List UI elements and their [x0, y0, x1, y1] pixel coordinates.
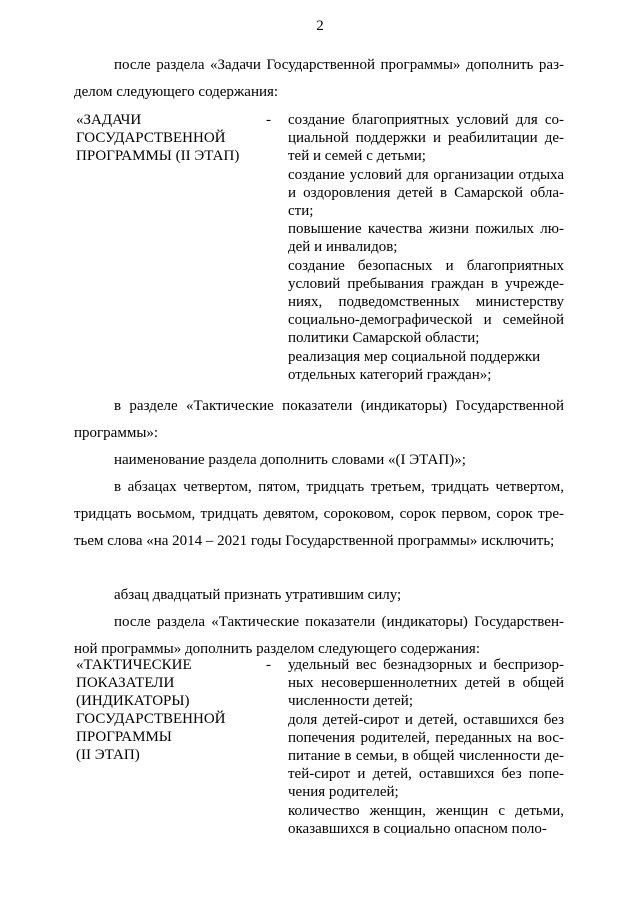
task-item: создание условий для организации отдыха и оздоровления детей в Самарской области; [288, 166, 564, 220]
section-paragraph: в разделе «Тактические показатели (индикаторы) Государственной программы»: [74, 398, 564, 441]
tasks-label-line: «ЗАДАЧИ [76, 112, 142, 128]
section-paragraph: абзац двадцатый признать утратившим силу; [114, 587, 402, 603]
section-paragraph: в абзацах четвертом, пятом, тридцать третьем, тридцать четвертом, тридцать восьмом, тридцать девятом, сороковом, сорок первом, сорок третьем слова «на 2014 – 2021 годы Государственной программы» исключить; [74, 479, 564, 549]
indicators-label [76, 656, 266, 764]
indicator-item: удельный вес безнадзорных и беспризорных несовершеннолетних детей в общей численности детей; [288, 657, 564, 710]
indicators-label-line: «ТАКТИЧЕСКИЕ [76, 657, 192, 673]
indicators-label-line: ГОСУДАРСТВЕННОЙ [76, 711, 226, 727]
indicator-item: количество женщин, женщин с детьми, оказавшихся в социально опасном поло- [288, 802, 564, 837]
indicators-list [288, 656, 564, 838]
intro-paragraph: после раздела «Задачи Государственной программы» дополнить разделом следующего содержания: [74, 57, 564, 100]
section-paragraph: после раздела «Тактические показатели (индикаторы) Государственной программы» дополнить разделом следующего содержания: [74, 614, 564, 657]
indicators-label-line: ПРОГРАММЫ [76, 729, 172, 745]
task-item: создание благоприятных условий для социальной поддержки и реабилитации детей и семей с детьми; [288, 112, 564, 165]
task-item: реализация мер социальной поддержки отдельных категорий граждан»; [288, 348, 541, 383]
task-item: создание безопасных и благоприятных условий пребывания граждан в учреждениях, подведомственных министерству социально-демографической и семейной политики Самарской области; [288, 257, 564, 347]
tasks-label-line: ПРОГРАММЫ (II ЭТАП) [76, 148, 240, 164]
tasks-label [76, 111, 266, 165]
indicator-item: доля детей-сирот и детей, оставшихся без попечения родителей, переданных на воспитание в семьи, в общей численности детей-сирот и детей, оставшихся без попечения родителей; [288, 711, 564, 801]
page-number: 2 [316, 18, 324, 34]
indicators-label-line: (II ЭТАП) [76, 747, 140, 763]
tasks-dash: - [266, 112, 271, 128]
indicators-label-line: ПОКАЗАТЕЛИ [76, 675, 175, 691]
tasks-label-line: ГОСУДАРСТВЕННОЙ [76, 130, 226, 146]
section-paragraph: наименование раздела дополнить словами «(I ЭТАП)»; [114, 452, 466, 468]
task-item: повышение качества жизни пожилых людей и инвалидов; [288, 221, 564, 256]
indicators-dash: - [266, 657, 271, 673]
indicators-label-line: (ИНДИКАТОРЫ) [76, 693, 190, 709]
tasks-list [288, 111, 564, 384]
